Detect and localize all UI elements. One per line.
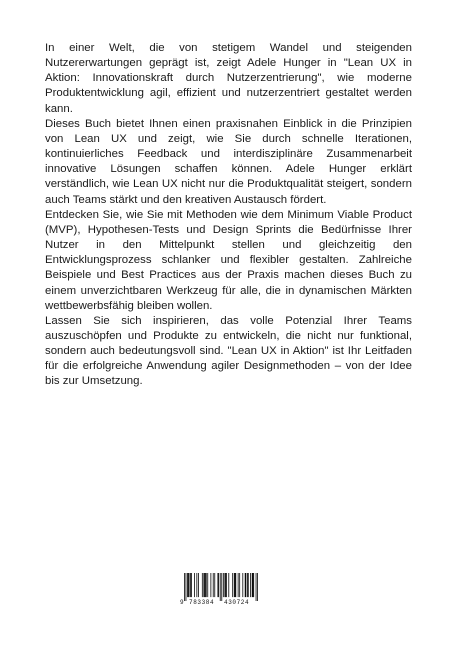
barcode-bar: [186, 573, 187, 601]
barcode-bar: [225, 573, 226, 597]
barcode-bar: [246, 573, 247, 597]
barcode-bar: [191, 573, 192, 597]
barcode-bar: [214, 573, 215, 597]
barcode-bar: [235, 573, 236, 597]
barcode-bar: [210, 573, 211, 597]
back-cover-blurb: [45, 41, 412, 390]
barcode-left-digits: 783384: [189, 599, 215, 606]
barcode-bar: [194, 573, 195, 597]
barcode-bar: [203, 573, 204, 597]
barcode-bar: [206, 573, 207, 597]
barcode-bar: [242, 573, 243, 597]
blurb-paragraph-2: Dieses Buch bietet Ihnen einen praxisnahen Einblick in die Prinzipien von Lean UX und zeigt, wie Sie durch schnelle Iterationen, kontinuierliches Feedback und interdisziplinäre Zusammenarbeit innovative Lösungen schaffen können. Adele Hunger erklärt verständlich, wie Lean UX nicht nur die Produktqualität steigert, sondern auch Teams stärkt und den kreativen Austausch fördert.: [45, 117, 412, 206]
barcode-bar: [253, 573, 254, 597]
barcode-bar: [187, 573, 188, 597]
blurb-paragraph-4: Lassen Sie sich inspirieren, das volle Potenzial Ihrer Teams auszuschöpfen und Produkte zu entwickeln, die nicht nur funktional, sondern auch bedeutungsvoll sind. "Lean UX in Aktion" ist Ihr Leitfaden für die erfolgreiche Anwendung agiler Designmethoden – von der Idee bis zur Umsetzung.: [45, 314, 412, 388]
barcode-bars: [184, 573, 258, 601]
barcode-bar: [207, 573, 208, 597]
barcode-bar: [220, 573, 221, 601]
barcode-bar: [228, 573, 229, 597]
barcode-bar: [198, 573, 199, 597]
barcode-bar: [218, 573, 219, 597]
barcode-bar: [257, 573, 258, 601]
blurb-paragraph-3: Entdecken Sie, wie Sie mit Methoden wie dem Minimum Viable Product (MVP), Hypothesen-Tests und Design Sprints die Bedürfnisse Ihrer Nutzer in den Mittelpunkt stellen und gleichzeitig den Entwicklungsprozess schlanker und flexibler gestalten. Zahlreiche Beispiele und Best Practices aus der Praxis machen dieses Buch zu einem unverzichtbaren Werkzeug für alle, die in dynamischen Märkten wettbewerbsfähig bleiben wollen.: [45, 208, 412, 312]
barcode-bar: [217, 573, 218, 597]
barcode-bar: [245, 573, 246, 597]
barcode-bar: [221, 573, 222, 601]
barcode-bar: [234, 573, 235, 597]
barcode-bar: [225, 573, 226, 597]
barcode-bar: [204, 573, 205, 597]
barcode-right-digits: 430724: [224, 599, 250, 606]
barcode-bar: [188, 573, 189, 597]
barcode-bar: [226, 573, 227, 597]
barcode-bar: [205, 573, 206, 597]
isbn-barcode: [180, 573, 262, 609]
barcode-bar: [232, 573, 233, 597]
barcode-bar: [184, 573, 185, 601]
barcode-bar: [256, 573, 257, 601]
barcode-bar: [247, 573, 248, 597]
barcode-bar: [248, 573, 249, 597]
barcode-bar: [239, 573, 240, 597]
barcode-bar: [223, 573, 224, 597]
barcode-bar: [196, 573, 197, 597]
barcode-bar: [252, 573, 253, 597]
barcode-bar: [253, 573, 254, 597]
barcode-bar: [190, 573, 191, 597]
barcode-bar: [213, 573, 214, 597]
barcode-first-digit: 9: [180, 599, 184, 606]
barcode-bar: [250, 573, 251, 597]
barcode-bar: [238, 573, 239, 597]
blurb-paragraph-1: In einer Welt, die von stetigem Wandel und steigenden Nutzererwartungen geprägt ist, zeigt Adele Hunger in "Lean UX in Aktion: Innovationskraft durch Nutzerzentrierung", wie moderne Produktentwicklung agil, effizient und nutzerzentriert gestaltet werden kann.: [45, 42, 412, 115]
barcode-bar: [189, 573, 190, 597]
barcode-bar: [235, 573, 236, 597]
barcode-bar: [202, 573, 203, 597]
